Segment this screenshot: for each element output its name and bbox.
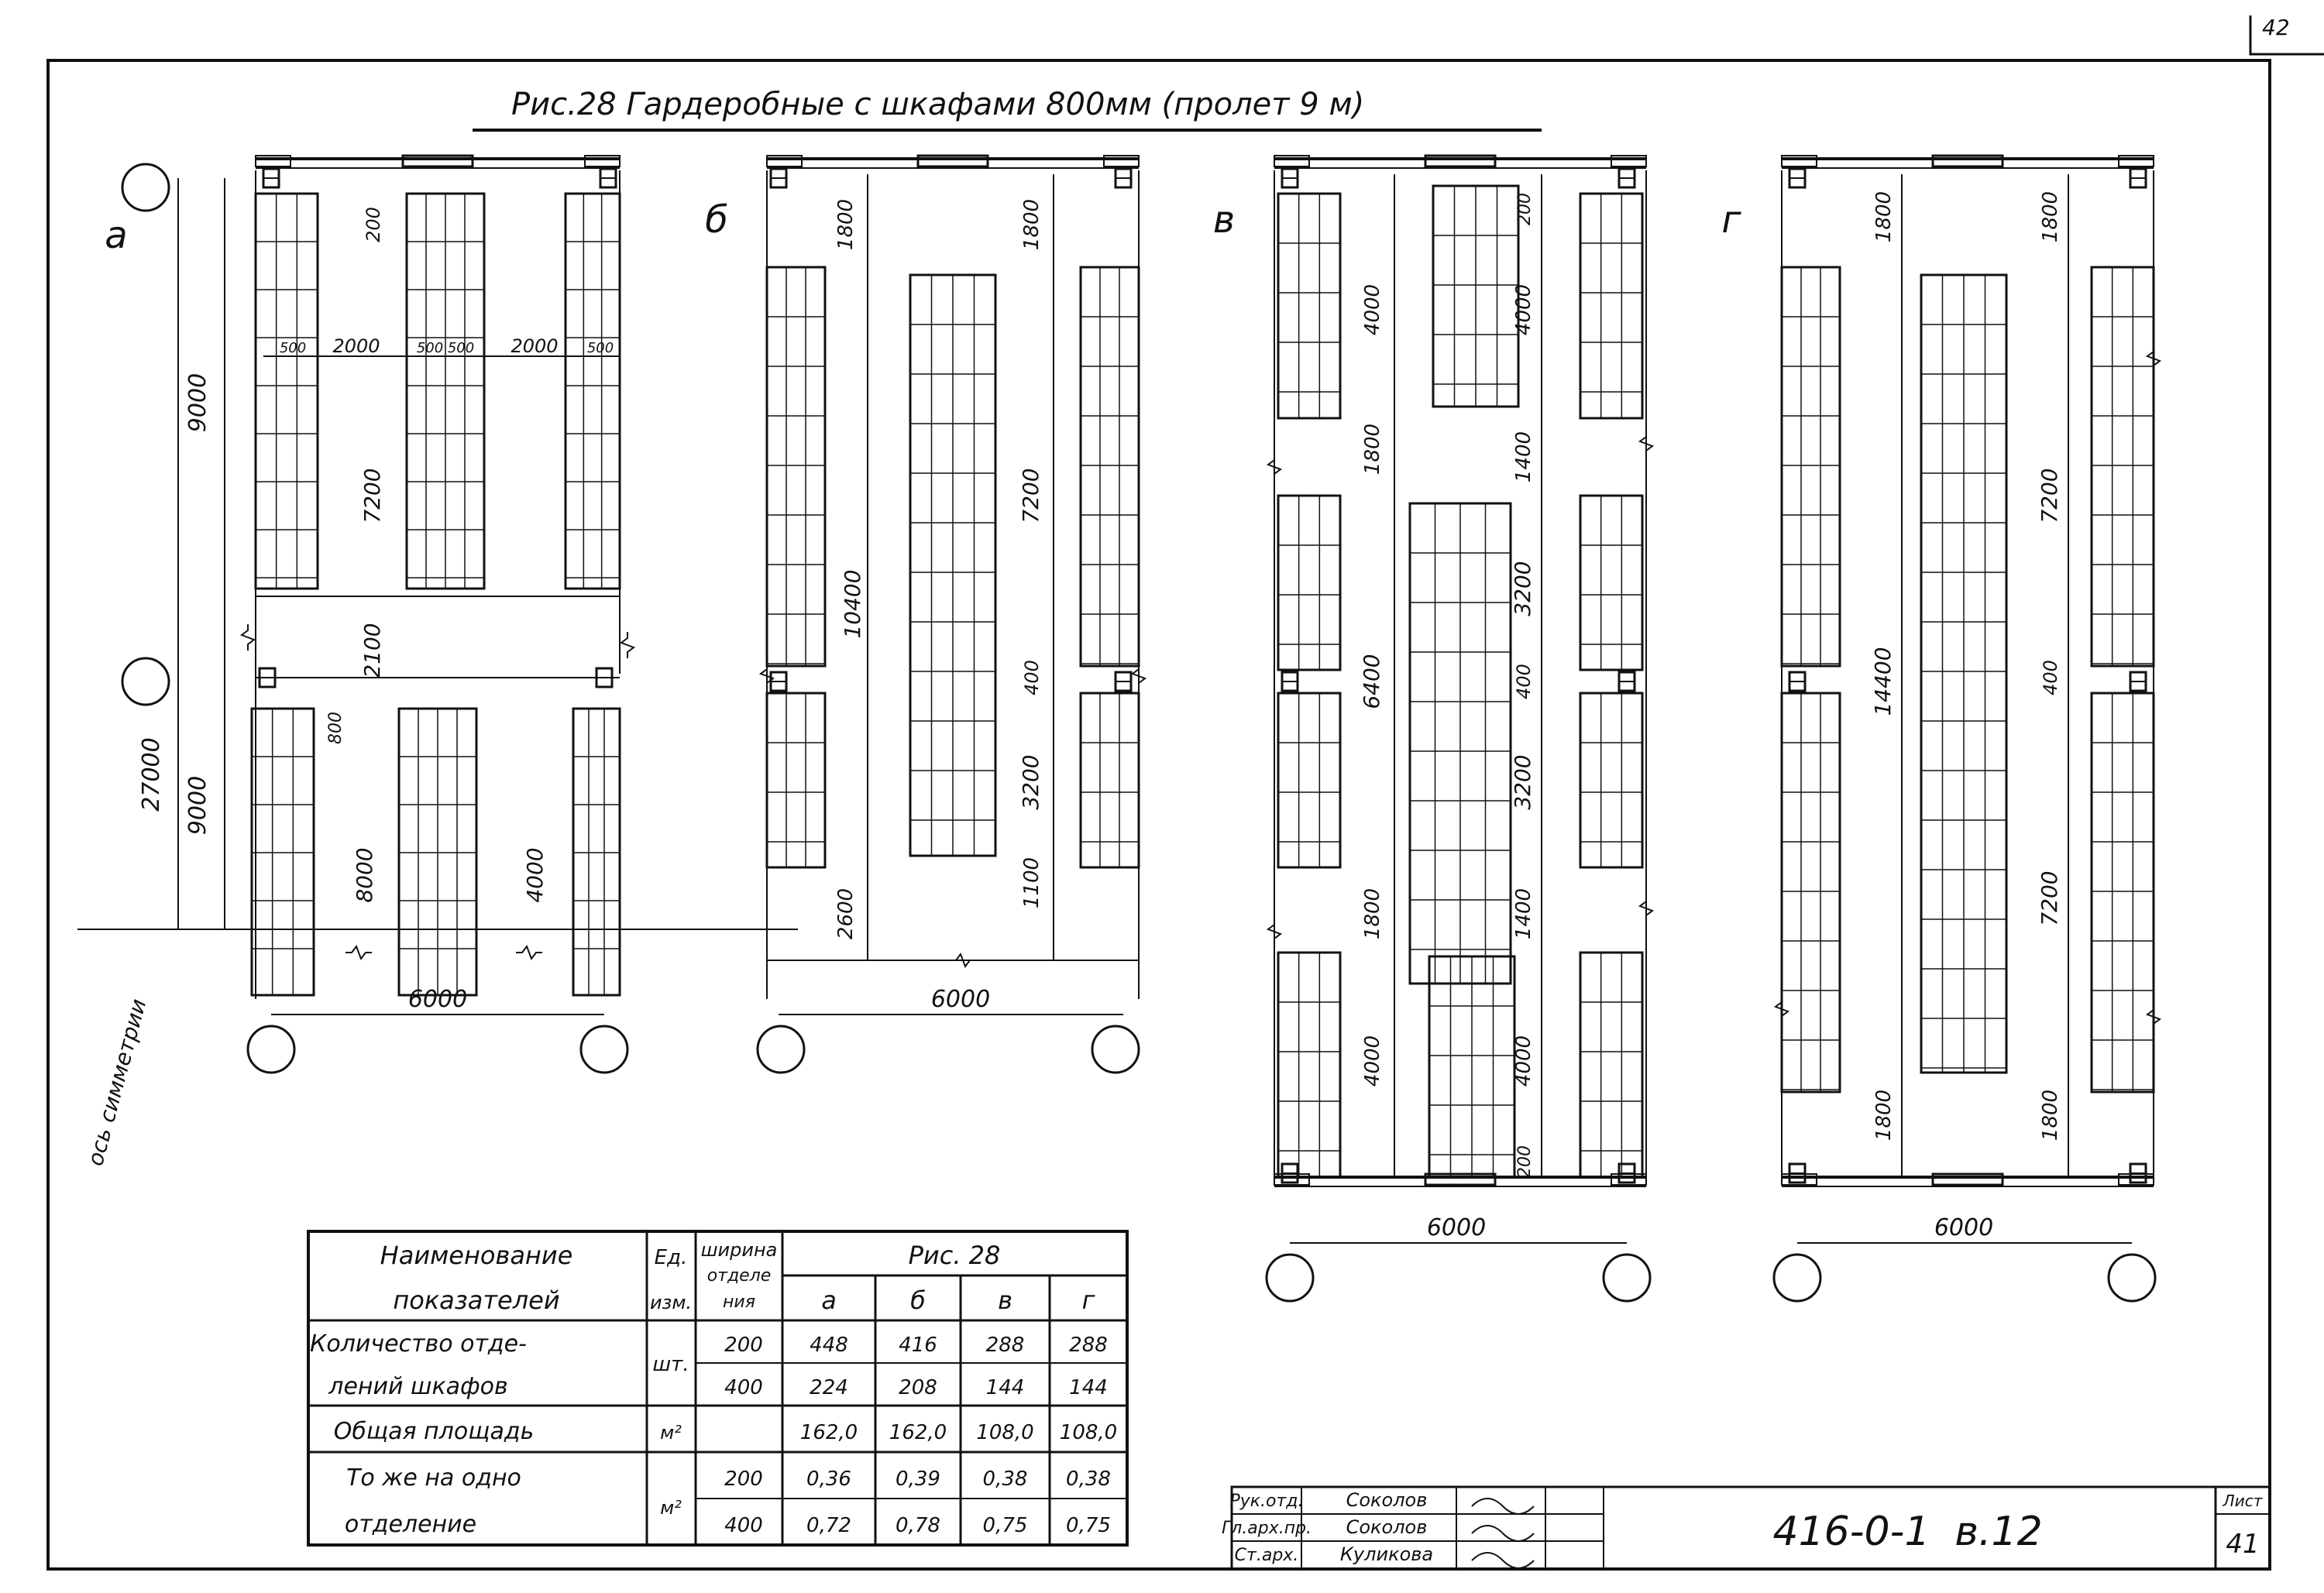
- dimension-label: 400: [2040, 660, 2061, 695]
- dimension-label: 200: [1515, 1145, 1535, 1178]
- table-cell: 0,38: [1066, 1468, 1111, 1491]
- window-wall: [1274, 156, 1646, 168]
- table-cell: 0,36: [806, 1468, 851, 1491]
- locker-column-outline: [1782, 693, 1840, 1092]
- locker-column: [1278, 953, 1340, 1177]
- locker-column: [1410, 503, 1511, 984]
- dimension-label: 7200: [359, 468, 385, 524]
- locker-column: [2092, 693, 2154, 1092]
- table-header-unit: изм.: [649, 1292, 693, 1313]
- dimension-label: 27000: [138, 737, 165, 812]
- table-cell: 0,39: [896, 1468, 940, 1491]
- axis-bubble: [1774, 1255, 1820, 1301]
- axis-bubble: [2109, 1255, 2155, 1301]
- break-mark: [516, 946, 542, 959]
- axis-bubble: [1267, 1255, 1313, 1301]
- window-wall: [767, 156, 1139, 168]
- stamp-name: Соколов: [1346, 1516, 1428, 1538]
- locker-column-outline: [1081, 267, 1139, 666]
- break-mark: [1776, 996, 1788, 1022]
- plan-letter: г: [1721, 198, 1741, 242]
- dimension-label: 4000: [522, 847, 548, 903]
- locker-column: [767, 693, 825, 867]
- axis-bubble: [1092, 1026, 1139, 1073]
- window-wall: [1782, 1174, 2154, 1186]
- locker-column: [1278, 496, 1340, 670]
- locker-column-outline: [1278, 953, 1340, 1177]
- table-row-name: Количество отде-: [310, 1330, 527, 1358]
- table-cell: 288: [1069, 1334, 1108, 1357]
- table-row-name: Общая площадь: [333, 1418, 535, 1445]
- signature: [1472, 1499, 1534, 1514]
- table-row-width: 200: [724, 1468, 763, 1491]
- locker-column: [1433, 186, 1518, 407]
- table-row-unit: шт.: [652, 1353, 689, 1376]
- table-row-width: 200: [724, 1334, 763, 1357]
- table-cell: 448: [810, 1334, 848, 1357]
- dimension-label: 7200: [1018, 468, 1043, 524]
- dimension-label: 2000: [511, 335, 559, 357]
- dimension-label: 1800: [834, 198, 858, 251]
- dimension-label: 2100: [359, 623, 385, 678]
- break-mark: [1640, 895, 1652, 922]
- locker-column: [1782, 693, 1840, 1092]
- dimension-label: 1800: [1361, 887, 1384, 940]
- dimension-label: 1100: [1020, 857, 1043, 909]
- dimension-label: 8000: [352, 847, 377, 903]
- dimension-label: 1800: [1361, 423, 1384, 475]
- table-cell: 0,72: [806, 1514, 851, 1537]
- locker-column: [399, 709, 476, 995]
- title-block: [1222, 1487, 2270, 1569]
- table-header-col: б: [910, 1286, 926, 1315]
- stamp-role: Гл.арх.пр.: [1221, 1519, 1312, 1538]
- table-header-col: г: [1081, 1286, 1095, 1315]
- table-header-width: отделе: [706, 1266, 772, 1286]
- locker-column: [1921, 275, 2006, 1073]
- stamp-sheet-number: 41: [2226, 1529, 2260, 1560]
- stamp-role: Рук.отд.: [1229, 1492, 1304, 1511]
- dimension-label: 6400: [1359, 654, 1384, 709]
- dimension-label: 7200: [2037, 468, 2062, 524]
- break-mark: [346, 946, 372, 959]
- break-mark: [1640, 431, 1652, 457]
- axis-note: ось симметрии: [82, 996, 152, 1169]
- break-mark: [1268, 918, 1281, 945]
- table-cell: 108,0: [976, 1421, 1034, 1444]
- locker-column: [1081, 693, 1139, 867]
- dimension-label: 4000: [1361, 1035, 1384, 1087]
- table-cell: 288: [985, 1334, 1025, 1357]
- table-header-name: показателей: [393, 1286, 560, 1315]
- stamp-volume: в.12: [1954, 1509, 2043, 1555]
- table-header-width: ния: [723, 1293, 755, 1312]
- figure-title: Рис.28 Гардеробные с шкафами 800мм (пролет 9 м): [511, 87, 1365, 122]
- dimension-label: 400: [1513, 664, 1535, 699]
- locker-column: [1580, 496, 1642, 670]
- locker-column-outline: [1580, 194, 1642, 418]
- dimension-label: 4000: [1361, 283, 1384, 336]
- window-wall: [256, 156, 620, 168]
- signature: [1472, 1553, 1534, 1568]
- plan-v: [1213, 156, 1652, 1301]
- plan-g: [1721, 156, 2160, 1301]
- table-row-name: лений шкафов: [328, 1373, 508, 1400]
- dimension-label: 500: [586, 340, 614, 356]
- table-header-name: Наименование: [380, 1241, 573, 1270]
- axis-bubble: [758, 1026, 804, 1073]
- dimension-label: 2600: [834, 887, 858, 940]
- table-cell: 144: [985, 1376, 1025, 1399]
- locker-column: [1580, 953, 1642, 1177]
- table-cell: 0,75: [982, 1514, 1028, 1537]
- locker-column: [767, 267, 825, 666]
- table-row-name: То же на одно: [346, 1464, 521, 1492]
- dimension-label: 1800: [2039, 191, 2062, 243]
- axis-bubble: [248, 1026, 294, 1073]
- stamp-role: Ст.арх.: [1234, 1546, 1299, 1565]
- dimension-label: 2000: [332, 335, 380, 357]
- dimension-label: 14400: [1870, 647, 1896, 716]
- table-header-unit: Ед.: [654, 1246, 688, 1269]
- width-dimension: 6000: [407, 986, 468, 1013]
- table-header-group: Рис. 28: [908, 1241, 1001, 1270]
- table-header-col: а: [821, 1286, 837, 1315]
- page-corner-mark: 42: [2262, 15, 2290, 40]
- dimension-label: 1800: [1872, 1089, 1896, 1142]
- dimension-label: 3200: [1510, 754, 1535, 810]
- axis-bubble: [581, 1026, 627, 1073]
- table-cell: 416: [899, 1334, 937, 1357]
- locker-column-outline: [573, 709, 620, 995]
- dimension-label: 400: [1021, 660, 1043, 695]
- locker-column-outline: [2092, 267, 2154, 666]
- axis-bubble: [1604, 1255, 1650, 1301]
- dimension-label: 4000: [1512, 1035, 1535, 1087]
- dimension-label: 500: [447, 340, 475, 356]
- window-wall: [1274, 1174, 1646, 1186]
- dimension-label: 9000: [184, 775, 211, 836]
- stamp-name: Куликова: [1339, 1543, 1434, 1565]
- locker-column: [1081, 267, 1139, 666]
- table-row-unit: м²: [660, 1422, 682, 1444]
- table-cell: 162,0: [799, 1421, 858, 1444]
- stamp-sheet-label: Лист: [2223, 1492, 2263, 1510]
- break-mark: [2147, 345, 2160, 372]
- table-cell: 208: [899, 1376, 937, 1399]
- table-header-width: ширина: [700, 1239, 778, 1261]
- table-cell: 108,0: [1059, 1421, 1118, 1444]
- width-dimension: 6000: [930, 986, 991, 1013]
- table-cell: 224: [810, 1376, 848, 1399]
- dimension-label: 7200: [2037, 870, 2062, 926]
- plan-letter: а: [105, 214, 128, 257]
- table-header-col: в: [998, 1286, 1012, 1315]
- dimension-label: 1800: [2039, 1089, 2062, 1142]
- plans-group: [77, 156, 2160, 1301]
- locker-column: [1580, 194, 1642, 418]
- locker-column-outline: [1278, 194, 1340, 418]
- dimension-label: 800: [326, 712, 346, 744]
- axis-bubble: [122, 658, 169, 705]
- plan-letter: б: [705, 198, 728, 242]
- table-row-name: отделение: [344, 1511, 477, 1538]
- table-row-width: 400: [724, 1514, 763, 1537]
- locker-column-outline: [767, 267, 825, 666]
- width-dimension: 6000: [1426, 1214, 1487, 1241]
- dimension-label: 3200: [1510, 561, 1535, 616]
- locker-column: [566, 194, 620, 589]
- table-row-width: 400: [724, 1376, 763, 1399]
- dimension-label: 10400: [840, 569, 865, 639]
- dimension-label: 3200: [1018, 754, 1043, 810]
- locker-column-outline: [252, 709, 314, 995]
- locker-column-outline: [1580, 953, 1642, 1177]
- locker-column: [1429, 956, 1514, 1177]
- axis-bubble: [122, 164, 169, 211]
- stamp-code: 416-0-1: [1772, 1509, 1930, 1555]
- table-cell: 162,0: [889, 1421, 947, 1444]
- locker-column: [910, 275, 995, 856]
- locker-column: [256, 194, 318, 589]
- dimension-label: 500: [416, 340, 444, 356]
- dimension-label: 1400: [1512, 887, 1535, 940]
- locker-column: [1278, 194, 1340, 418]
- locker-column: [1580, 693, 1642, 867]
- table-cell: 0,78: [896, 1514, 940, 1537]
- dimension-label: 1400: [1512, 431, 1535, 483]
- plan-letter: в: [1212, 198, 1236, 242]
- stamp-name: Соколов: [1346, 1489, 1428, 1511]
- table-cell: 0,38: [982, 1468, 1028, 1491]
- dimension-label: 200: [363, 207, 384, 242]
- dimension-label: 4000: [1512, 283, 1535, 336]
- plan-b: [705, 156, 1145, 1073]
- locker-column: [252, 709, 314, 995]
- width-dimension: 6000: [1934, 1214, 1994, 1241]
- break-mark: [2147, 1004, 2160, 1030]
- locker-column: [1782, 267, 1840, 666]
- dimension-label: 1800: [1020, 198, 1043, 251]
- plan-a: [77, 156, 798, 1169]
- table-cell: 144: [1069, 1376, 1108, 1399]
- locker-column: [1278, 693, 1340, 867]
- dimension-label: 200: [1515, 193, 1535, 225]
- break-mark: [621, 632, 634, 658]
- dimension-label: 1800: [1872, 191, 1896, 243]
- indicators-table: [308, 1231, 1127, 1545]
- dimension-label: 9000: [184, 373, 211, 433]
- dimension-label: 500: [279, 340, 307, 356]
- locker-column: [407, 194, 484, 589]
- break-mark: [242, 624, 254, 651]
- break-mark: [1268, 454, 1281, 480]
- locker-column-outline: [1782, 267, 1840, 666]
- table-row-unit: м²: [660, 1497, 682, 1519]
- locker-column-outline: [2092, 693, 2154, 1092]
- locker-column: [2092, 267, 2154, 666]
- break-mark: [950, 954, 976, 966]
- signature: [1472, 1526, 1534, 1541]
- locker-column: [573, 709, 620, 995]
- window-wall: [1782, 156, 2154, 168]
- table-cell: 0,75: [1066, 1514, 1111, 1537]
